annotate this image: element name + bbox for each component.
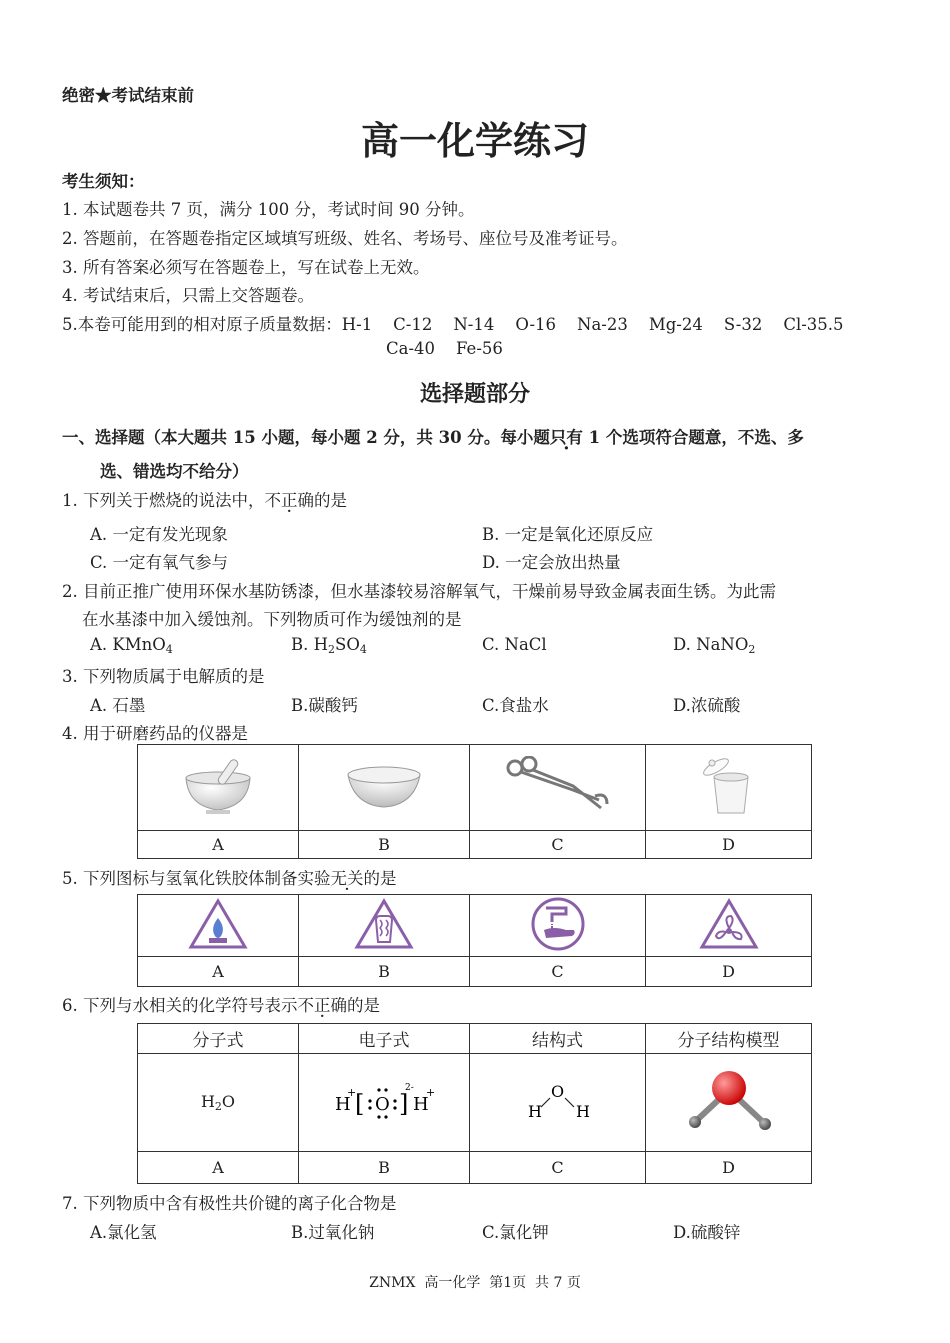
q7-stem: 7. 下列物质中含有极性共价键的离子化合物是 <box>62 1194 397 1213</box>
q1-option-d: D. 一定会放出热量 <box>482 553 621 572</box>
svg-text:2-: 2- <box>405 1082 414 1093</box>
svg-text:+: + <box>347 1085 357 1099</box>
q5-label-b: B <box>299 957 470 987</box>
svg-text:H: H <box>413 1093 429 1115</box>
q2-option-d: D. NaNO$_2$ <box>673 635 756 656</box>
q4-label-a: A <box>138 831 299 859</box>
q1-option-a: A. 一定有发光现象 <box>90 525 228 544</box>
q2-option-c: C. NaCl <box>482 635 547 654</box>
ventilation-fan-icon <box>646 895 812 957</box>
q5-label-d: D <box>646 957 812 987</box>
q7-option-b: B.过氧化钠 <box>291 1223 375 1242</box>
crucible-tongs-image <box>470 745 646 831</box>
svg-text:+: + <box>426 1085 436 1099</box>
evaporating-dish-image <box>299 745 470 831</box>
q4-label-d: D <box>646 831 812 859</box>
hot-surface-icon <box>299 895 470 957</box>
q4-apparatus-table <box>137 744 812 859</box>
q7-option-a: A.氯化氢 <box>90 1223 157 1242</box>
crucible-image <box>646 745 812 831</box>
q5-label-a: A <box>138 957 299 987</box>
q3-option-a: A. 石墨 <box>90 696 146 715</box>
q7-option-d: D.硫酸锌 <box>673 1223 741 1242</box>
q6-header-model: 分子结构模型 <box>646 1024 812 1054</box>
q6-header-formula: 分子式 <box>138 1024 299 1054</box>
q6-header-electron: 电子式 <box>299 1024 470 1054</box>
q5-label-c: C <box>470 957 646 987</box>
q5-icon-table <box>137 894 812 987</box>
secret-label: 绝密★考试结束前 <box>62 86 194 105</box>
flame-heating-icon <box>138 895 299 957</box>
q2-stem-line2: 在水基漆中加入缓蚀剂。下列物质可作为缓蚀剂的是 <box>82 610 462 629</box>
q3-option-b: B.碳酸钙 <box>291 696 358 715</box>
q6-stem: 6. 下列与水相关的化学符号表示不正确的是 <box>62 996 380 1015</box>
svg-text:H: H <box>527 1101 542 1121</box>
notice-heading: 考生须知： <box>62 172 145 191</box>
svg-text:O: O <box>550 1081 564 1101</box>
page-title: 高一化学练习 <box>360 118 589 163</box>
q2-stem-line1: 2. 目前正推广使用环保水基防锈漆，但水基漆较易溶解氧气，干燥前易导致金属表面生锈。为此需 <box>62 582 776 601</box>
notice-item-5: 5.本卷可能用到的相对原子质量数据：H-1 C-12 N-14 O-16 Na-23 Mg-24 S-32 Cl-35.5 <box>62 315 844 334</box>
q6-label-d: D <box>646 1152 812 1184</box>
q1-stem: 1. 下列关于燃烧的说法中，不正确的是 <box>62 491 347 510</box>
q3-option-c: C.食盐水 <box>482 696 549 715</box>
q7-option-c: C.氯化钾 <box>482 1223 549 1242</box>
q2-option-b: B. $H_2SO_4$ <box>291 635 367 656</box>
svg-text:[: [ <box>355 1089 365 1118</box>
q3-stem: 3. 下列物质属于电解质的是 <box>62 667 265 686</box>
section-title: 选择题部分 <box>419 381 530 407</box>
part1-instruction: 一、选择题（本大题共 15 小题，每小题 2 分，共 30 分。每小题只有 1 个选项符合题意，不选、多 <box>62 428 804 447</box>
q6-label-b: B <box>299 1152 470 1184</box>
notice-item-4: 4. 考试结束后，只需上交答题卷。 <box>62 286 314 305</box>
notice-item-5-cont: Ca-40 Fe-56 <box>386 339 503 358</box>
q6-label-a: A <box>138 1152 299 1184</box>
water-ball-stick-model-image <box>646 1054 812 1152</box>
svg-text:H: H <box>335 1093 351 1115</box>
mortar-pestle-image <box>138 745 299 831</box>
part1-instruction-line2: 选、错选均不给分） <box>100 462 249 481</box>
wash-hands-icon <box>470 895 646 957</box>
water-molecular-formula: $H_2O$ <box>138 1054 299 1152</box>
svg-text:]: ] <box>399 1089 409 1118</box>
q4-stem: 4. 用于研磨药品的仪器是 <box>62 724 248 743</box>
q6-label-c: C <box>470 1152 646 1184</box>
q2-option-a: A. KMnO$_4$ <box>90 635 173 656</box>
notice-item-2: 2. 答题前，在答题卷指定区域填写班级、姓名、考场号、座位号及准考证号。 <box>62 229 628 248</box>
svg-text:H: H <box>575 1101 590 1121</box>
q5-stem: 5. 下列图标与氢氧化铁胶体制备实验无关的是 <box>62 869 397 888</box>
q3-option-d: D.浓硫酸 <box>673 696 741 715</box>
q6-header-structural: 结构式 <box>470 1024 646 1054</box>
water-electron-formula-image <box>299 1054 470 1152</box>
page-footer: ZNMX 高一化学 第1页 共 7 页 <box>369 1275 581 1291</box>
svg-text:O: O <box>375 1093 390 1115</box>
water-structural-formula-image <box>470 1054 646 1152</box>
q4-label-c: C <box>470 831 646 859</box>
notice-item-3: 3. 所有答案必须写在答题卷上，写在试卷上无效。 <box>62 258 430 277</box>
q4-label-b: B <box>299 831 470 859</box>
q1-option-c: C. 一定有氧气参与 <box>90 553 229 572</box>
notice-item-1: 1. 本试题卷共 7 页，满分 100 分，考试时间 90 分钟。 <box>62 200 475 219</box>
q6-notation-table <box>137 1023 812 1184</box>
q1-option-b: B. 一定是氧化还原反应 <box>482 525 654 544</box>
